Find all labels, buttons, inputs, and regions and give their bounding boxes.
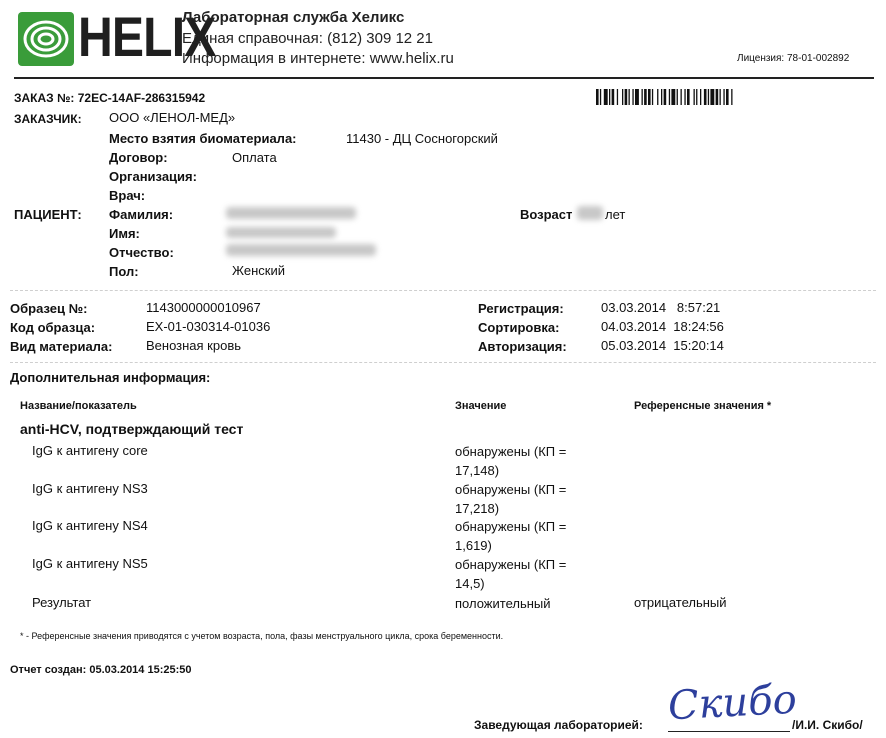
- barcode-bar: [625, 89, 628, 105]
- material-value: Венозная кровь: [146, 338, 242, 353]
- license-number: Лицензия: 78-01-002892: [737, 53, 850, 64]
- row-name: IgG к антигену core: [32, 443, 148, 458]
- col-header-value: Значение: [455, 400, 507, 412]
- signature-line: [668, 731, 790, 732]
- barcode-bar: [604, 89, 608, 105]
- place-value: 11430 - ДЦ Сосногорский: [346, 131, 498, 146]
- sex-value: Женский: [232, 263, 285, 278]
- report-created: Отчет создан: 05.03.2014 15:25:50: [10, 664, 192, 676]
- place-label: Место взятия биоматериала:: [109, 131, 297, 146]
- barcode-bar: [708, 89, 709, 105]
- barcode: [596, 89, 873, 105]
- row-name: IgG к антигену NS5: [32, 556, 148, 571]
- name-redacted: [226, 227, 336, 238]
- patronymic-redacted: [226, 244, 376, 256]
- additional-info-heading: Дополнительная информация:: [10, 370, 211, 385]
- customer-label: ЗАКАЗЧИК:: [14, 112, 82, 126]
- test-group-title: anti-HCV, подтверждающий тест: [20, 421, 244, 437]
- sample-code-label: Код образца:: [10, 320, 96, 335]
- barcode-bar: [731, 89, 732, 105]
- contract-label: Договор:: [109, 150, 168, 165]
- contract-value: Оплата: [232, 150, 277, 165]
- row-reference: отрицательный: [634, 595, 727, 610]
- registration-label: Регистрация:: [478, 301, 564, 316]
- barcode-bar: [661, 89, 662, 105]
- barcode-bar: [710, 89, 714, 105]
- barcode-bar: [677, 89, 678, 105]
- barcode-bar: [687, 89, 690, 105]
- section-divider-2: [10, 362, 876, 363]
- helix-logo: [18, 5, 216, 68]
- age-redacted: [577, 206, 603, 220]
- organization-label: Организация:: [109, 169, 197, 184]
- row-value-line1: обнаружены (КП =: [455, 557, 567, 572]
- surname-redacted: [226, 207, 356, 219]
- row-value-line2: 14,5): [455, 576, 485, 591]
- barcode-bar: [642, 89, 643, 105]
- barcode-bar: [629, 89, 630, 105]
- barcode-bar: [600, 89, 601, 105]
- barcode-bar: [609, 89, 610, 105]
- barcode-bar: [652, 89, 653, 105]
- row-value-line2: 17,148): [455, 463, 500, 478]
- authorization-value: 05.03.2014 15:20:14: [601, 338, 724, 353]
- barcode-bar: [669, 89, 670, 105]
- lab-website: Информация в интернете: www.helix.ru: [182, 50, 454, 67]
- barcode-bar: [596, 89, 599, 105]
- sex-label: Пол:: [109, 264, 139, 279]
- patronymic-label: Отчество:: [109, 245, 174, 260]
- sample-number-value: 1143000000010967: [146, 300, 261, 315]
- col-header-reference: Референсные значения *: [634, 400, 772, 412]
- signature-name: /И.И. Скибо/: [792, 718, 863, 732]
- barcode-bar: [723, 89, 724, 105]
- footnote: * - Референсные значения приводятся с учетом возраста, пола, фазы менструального цикла, срока беременности.: [20, 631, 504, 641]
- barcode-bar: [726, 89, 729, 105]
- barcode-bar: [635, 89, 639, 105]
- doctor-label: Врач:: [109, 188, 146, 203]
- barcode-bar: [720, 89, 721, 105]
- row-value-line2: 1,619): [455, 538, 492, 553]
- age-label: Возраст: [520, 207, 573, 222]
- barcode-bar: [622, 89, 623, 105]
- sorting-value: 04.03.2014 18:24:56: [601, 319, 724, 334]
- barcode-bar: [648, 89, 651, 105]
- row-name: Результат: [32, 595, 92, 610]
- barcode-bar: [696, 89, 697, 105]
- lab-name: Лабораторная служба Хеликс: [182, 9, 405, 26]
- barcode-bar: [704, 89, 707, 105]
- barcode-bar: [671, 89, 675, 105]
- row-value-line1: обнаружены (КП =: [455, 519, 567, 534]
- header-divider: [14, 77, 874, 79]
- age-suffix: лет: [605, 207, 626, 222]
- section-divider: [10, 290, 876, 291]
- material-label: Вид материала:: [10, 339, 113, 354]
- surname-label: Фамилия:: [109, 207, 174, 222]
- barcode-bar: [700, 89, 701, 105]
- authorization-label: Авторизация:: [478, 339, 567, 354]
- barcode-bar: [632, 89, 633, 105]
- barcode-bar: [694, 89, 695, 105]
- barcode-bar: [617, 89, 618, 105]
- barcode-bar: [684, 89, 685, 105]
- lab-phone: Единая справочная: (812) 309 12 21: [182, 30, 433, 47]
- row-name: IgG к антигену NS4: [32, 518, 148, 533]
- barcode-bar: [716, 89, 719, 105]
- name-label: Имя:: [109, 226, 140, 241]
- barcode-bar: [657, 89, 658, 105]
- handwritten-signature: Скибо: [666, 676, 798, 730]
- sample-number-label: Образец №:: [10, 301, 88, 316]
- order-number: ЗАКАЗ №: 72EC-14AF-286315942: [14, 91, 206, 105]
- helix-swirl-icon: [18, 12, 74, 66]
- row-value-line2: 17,218): [455, 501, 500, 516]
- row-value-line1: обнаружены (КП =: [455, 444, 567, 459]
- sample-code-value: EX-01-030314-01036: [146, 319, 271, 334]
- col-header-name: Название/показатель: [20, 400, 137, 412]
- patient-label: ПАЦИЕНТ:: [14, 207, 82, 222]
- registration-value: 03.03.2014 8:57:21: [601, 300, 721, 315]
- row-value-line1: обнаружены (КП =: [455, 482, 567, 497]
- barcode-bar: [681, 89, 682, 105]
- sorting-label: Сортировка:: [478, 320, 560, 335]
- signature-label: Заведующая лабораторией:: [474, 718, 643, 732]
- row-value-line1: положительный: [455, 596, 551, 611]
- barcode-bar: [612, 89, 615, 105]
- barcode-bar: [664, 89, 667, 105]
- customer-value: ООО «ЛЕНОЛ-МЕД»: [109, 110, 236, 125]
- logo-text: HELIX: [78, 5, 216, 68]
- row-name: IgG к антигену NS3: [32, 481, 148, 496]
- barcode-bar: [644, 89, 647, 105]
